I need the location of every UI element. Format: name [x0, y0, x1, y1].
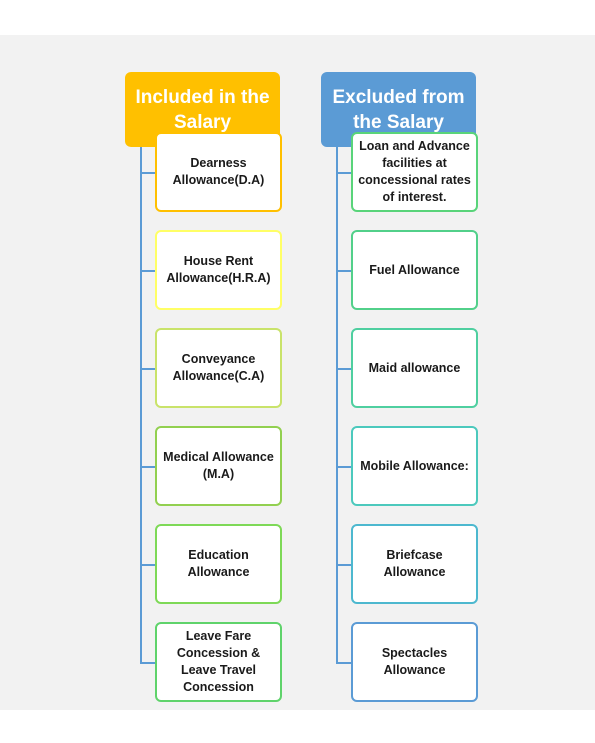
- included-item-box: [155, 426, 282, 506]
- included-item-box: [155, 524, 282, 604]
- excluded-branch-line: [336, 172, 351, 174]
- included-branch-line: [140, 564, 155, 566]
- excluded-item-label: Fuel Allowance: [369, 262, 460, 277]
- excluded-trunk-line: [336, 147, 338, 663]
- included-header-label: Included in the Salary: [135, 86, 270, 133]
- excluded-item-box: [351, 230, 478, 310]
- included-branch-line: [140, 172, 155, 174]
- included-item-label: Leave Fare Concession & Leave Travel Concession: [176, 629, 261, 694]
- excluded-item-label: Mobile Allowance:: [360, 458, 469, 473]
- excluded-branch-line: [336, 564, 351, 566]
- diagram-canvas: [0, 35, 595, 710]
- excluded-item-label: Maid allowance: [368, 360, 461, 375]
- included-item-label: Medical Allowance (M.A): [163, 450, 274, 481]
- excluded-item-box: [351, 622, 478, 702]
- included-item-label: House Rent Allowance(H.R.A): [166, 254, 271, 285]
- excluded-header-label: Excluded from the Salary: [332, 86, 465, 133]
- excluded-item-label: Loan and Advance facilities at concessional rates of interest.: [358, 139, 471, 204]
- excluded-item-box: [351, 328, 478, 408]
- included-branch-line: [140, 662, 155, 664]
- excluded-item-label: Briefcase Allowance: [383, 548, 446, 579]
- included-item-box: [155, 132, 282, 212]
- included-item-box: [155, 328, 282, 408]
- included-item-label: Conveyance Allowance(C.A): [172, 352, 265, 383]
- included-branch-line: [140, 270, 155, 272]
- included-branch-line: [140, 466, 155, 468]
- excluded-branch-line: [336, 270, 351, 272]
- excluded-branch-line: [336, 662, 351, 664]
- excluded-branch-line: [336, 466, 351, 468]
- included-branch-line: [140, 368, 155, 370]
- included-item-label: Dearness Allowance(D.A): [172, 156, 265, 187]
- excluded-item-box: [351, 524, 478, 604]
- included-item-box: [155, 622, 282, 702]
- excluded-item-label: Spectacles Allowance: [381, 646, 448, 677]
- excluded-item-box: [351, 132, 478, 212]
- excluded-branch-line: [336, 368, 351, 370]
- excluded-item-box: [351, 426, 478, 506]
- included-item-box: [155, 230, 282, 310]
- included-trunk-line: [140, 147, 142, 663]
- included-item-label: Education Allowance: [187, 548, 250, 579]
